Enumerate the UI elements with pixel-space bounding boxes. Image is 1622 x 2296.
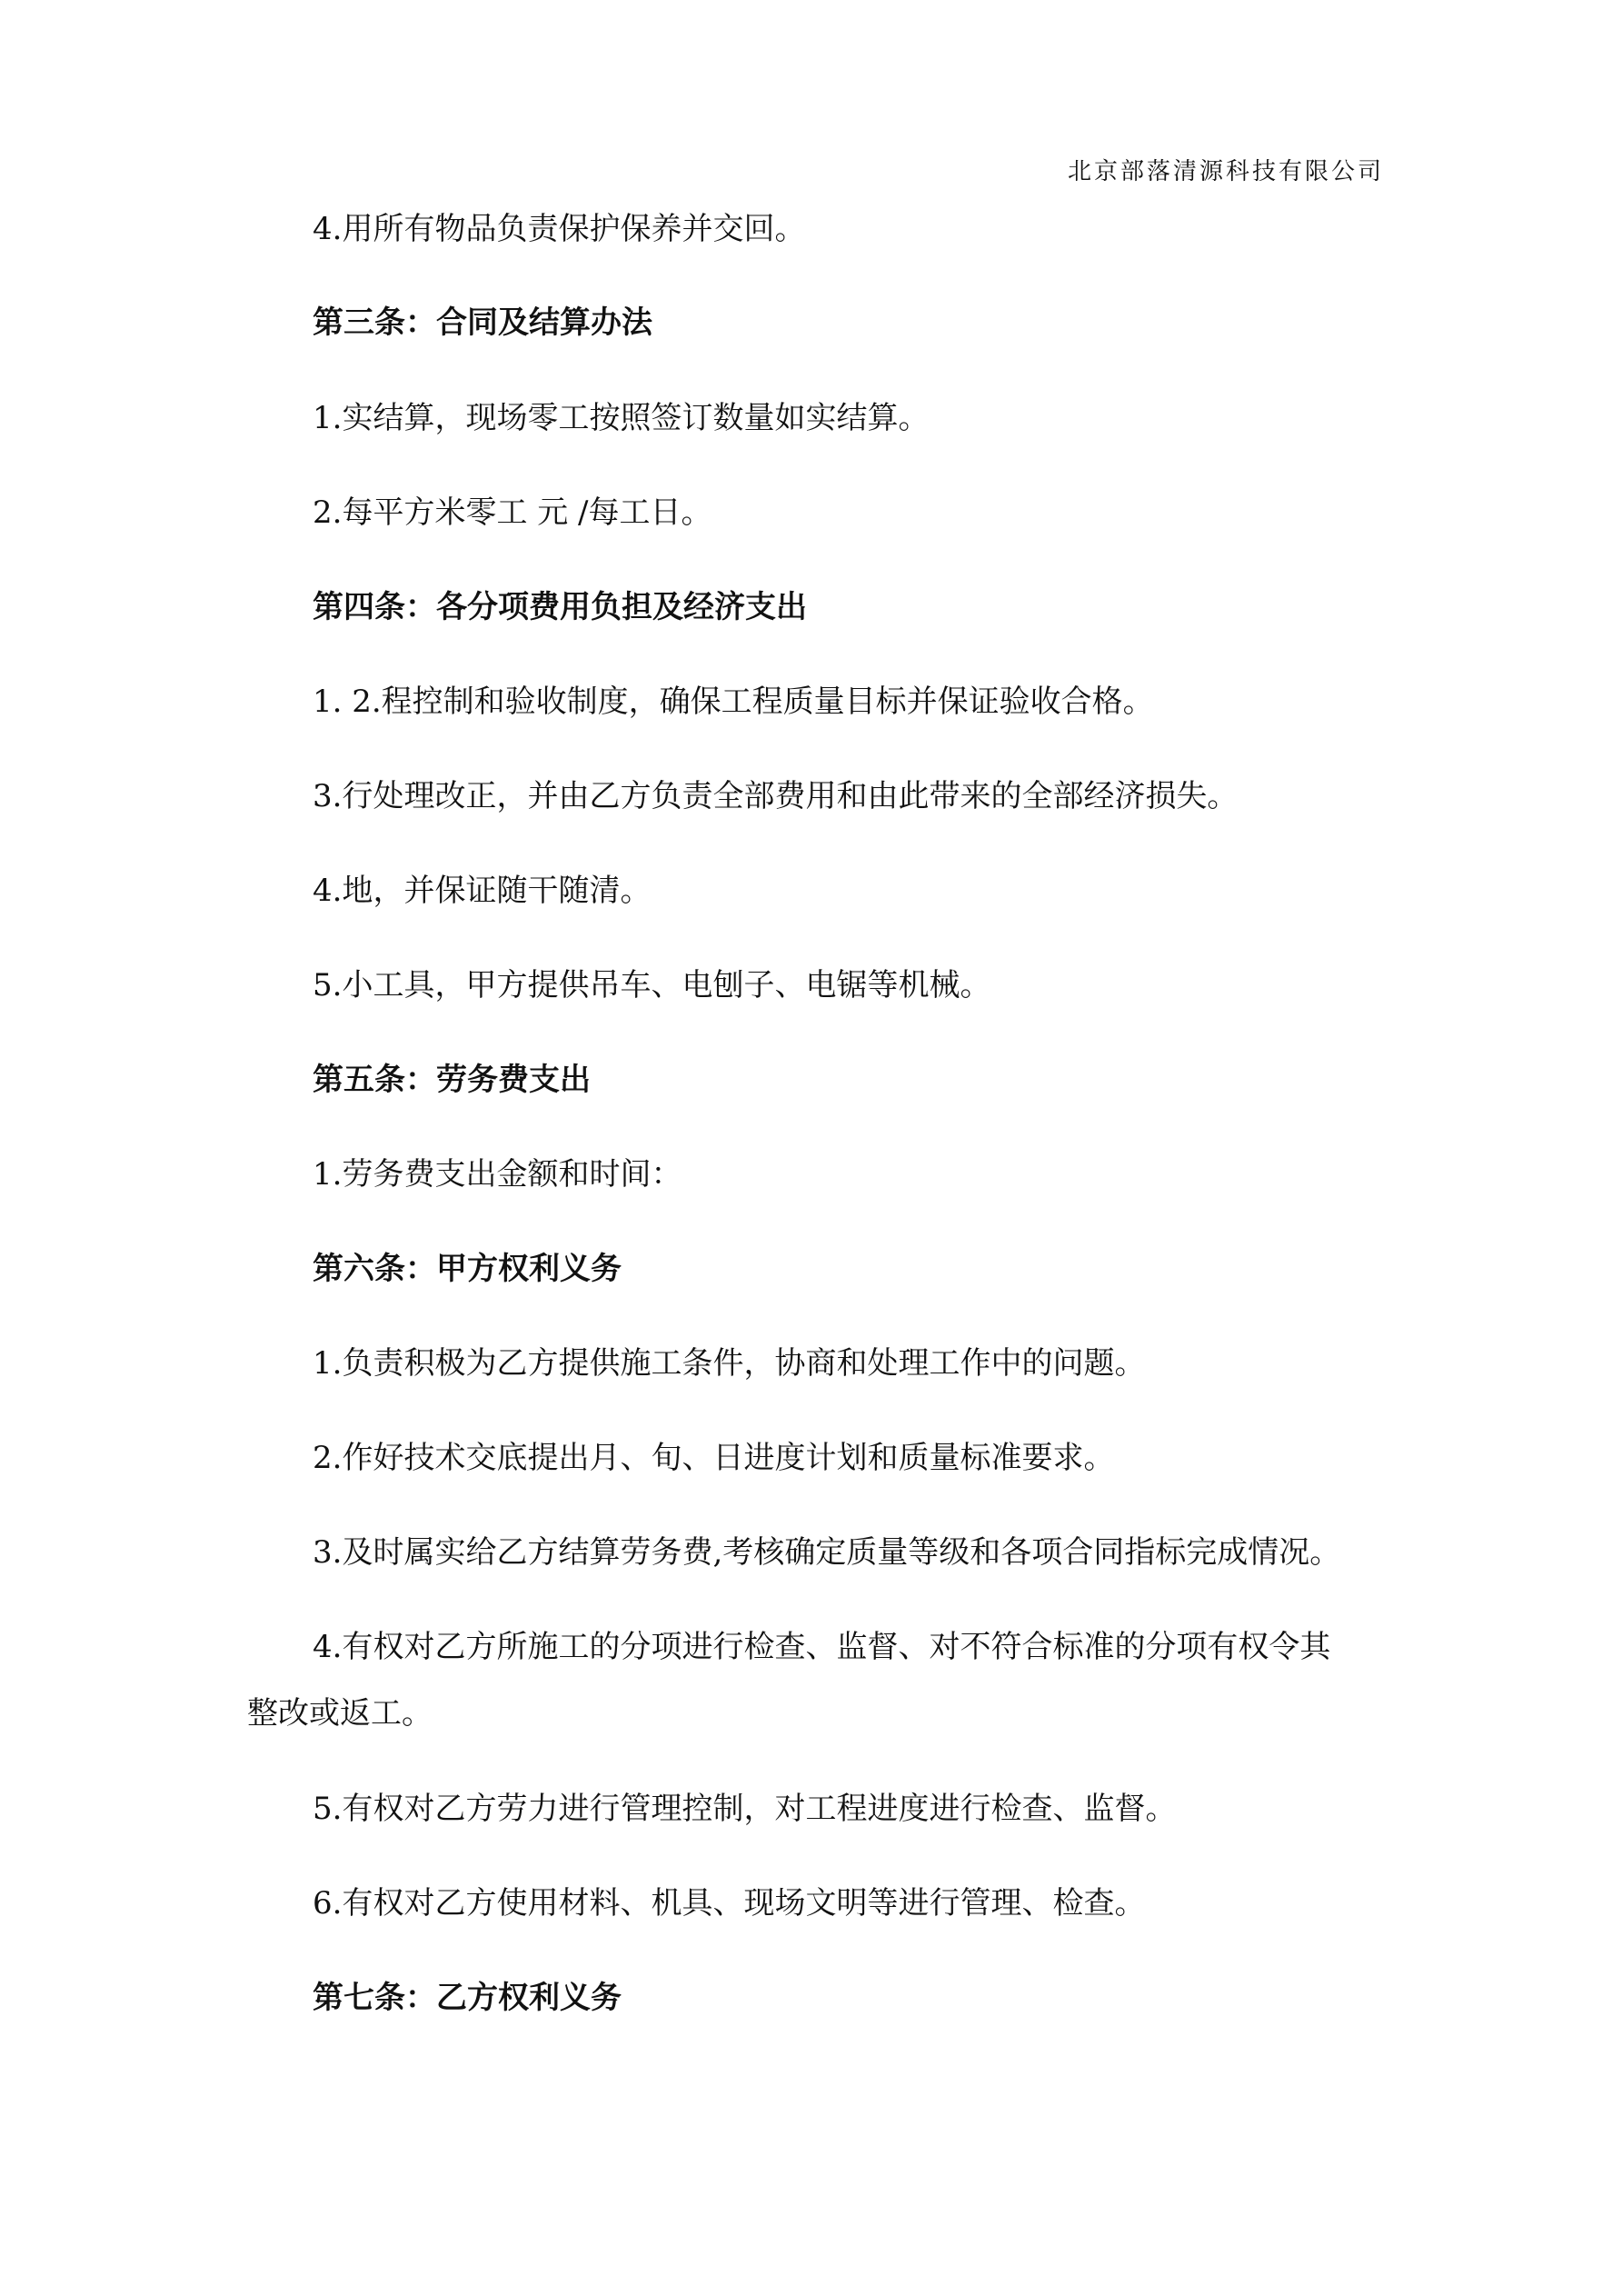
clause-item: 3.及时属实给乙方结算劳务费,考核确定质量等级和各项合同指标完成情况。 bbox=[313, 1534, 1341, 1571]
section-heading: 第五条：劳务费支出 bbox=[313, 1062, 591, 1098]
clause-item: 4.有权对乙方所施工的分项进行检查、监督、对不符合标准的分项有权令其 bbox=[313, 1629, 1331, 1665]
section-heading: 第六条：甲方权利义务 bbox=[313, 1251, 622, 1287]
clause-item: 1.负责积极为乙方提供施工条件，协商和处理工作中的问题。 bbox=[313, 1345, 1146, 1382]
section-heading: 第三条：合同及结算办法 bbox=[313, 304, 652, 341]
clause-item: 2.作好技术交底提出月、旬、日进度计划和质量标准要求。 bbox=[313, 1440, 1115, 1476]
clause-item: 2.每平方米零工 元 /每工日。 bbox=[313, 494, 712, 531]
clause-item: 1.实结算，现场零工按照签订数量如实结算。 bbox=[313, 400, 930, 436]
clause-item: 6.有权对乙方使用材料、机具、现场文明等进行管理、检查。 bbox=[313, 1885, 1146, 1922]
clause-item: 4.地，并保证随干随清。 bbox=[313, 873, 652, 909]
clause-item: 3.行处理改正，并由乙方负责全部费用和由此带来的全部经济损失。 bbox=[313, 778, 1239, 814]
clause-item: 1.劳务费支出金额和时间： bbox=[313, 1156, 682, 1193]
section-heading: 第四条：各分项费用负担及经济支出 bbox=[313, 589, 807, 625]
section-heading: 第七条：乙方权利义务 bbox=[313, 1980, 622, 2016]
clause-item: 5.有权对乙方劳力进行管理控制，对工程进度进行检查、监督。 bbox=[313, 1791, 1177, 1827]
company-header: 北京部落清源科技有限公司 bbox=[1067, 158, 1384, 185]
clause-item: 5.小工具，甲方提供吊车、电刨子、电锯等机械。 bbox=[313, 967, 991, 1003]
clause-item: 4.用所有物品负责保护保养并交回。 bbox=[313, 211, 806, 247]
clause-item-continuation: 整改或返工。 bbox=[247, 1695, 433, 1732]
clause-item: 1. 2.程控制和验收制度，确保工程质量目标并保证验收合格。 bbox=[313, 684, 1154, 720]
